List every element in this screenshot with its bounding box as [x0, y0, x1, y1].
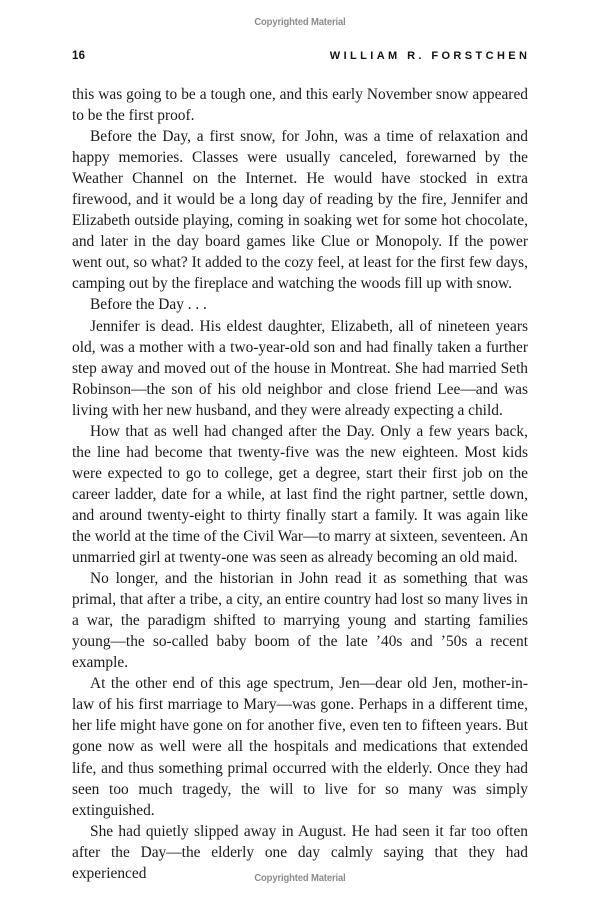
author-running-head: WILLIAM R. FORSTCHEN	[329, 50, 531, 62]
paragraph-how-that-changed: How that as well had changed after the Day. Only a few years back, the line had become that twenty-five was the new eighteen. Most kids were expected to go to college, get a degree, start their first job on the career ladder, date for a while, at last find the right partner, settle down, and around twenty-eight to thirty finally start a family. It was again like the world at the time of the Civil War—to marry at sixteen, seventeen. An unmarried girl at twenty-one was seen as already becoming an old maid.	[72, 422, 528, 567]
page-number: 16	[72, 50, 86, 62]
copyright-watermark-top: Copyrighted Material	[254, 16, 346, 28]
body-text-column	[72, 84, 528, 884]
paragraph-jennifer-is-dead: Jennifer is dead. His eldest daughter, Elizabeth, all of nineteen years old, was a mother with a two-year-old son and had finally taken a further step away and moved out of the house in Montreat. She had married Seth Robinson—the son of his old neighbor and close friend Lee—and was living with her new husband, and they were already expecting a child.	[72, 317, 528, 419]
paragraph-before-the-day-ellipsis: Before the Day . . .	[90, 296, 207, 314]
paragraph-before-the-day-snow: Before the Day, a first snow, for John, was a time of relaxation and happy memories. Classes were usually canceled, forewarned by the Weather Channel on the Internet. He would have stocked in extra firewood, and it would be a long day of reading by the fire, Jennifer and Elizabeth outside playing, coming in soaking wet for some hot chocolate, and later in the day board games like Clue or Monopoly. If the power went out, so what? It added to the cozy feel, at least for the first few days, camping out by the fireplace and watching the woods fill up with snow.	[72, 128, 528, 293]
running-head	[72, 50, 531, 66]
paragraph-slipped-away-august: She had quietly slipped away in August. He had seen it far too often after the Day—the elderly one day calmly saying that they had experienced	[72, 822, 528, 882]
paragraph-no-longer: No longer, and the historian in John read it as something that was primal, that after a tribe, a city, an entire country had lost so many lives in a war, the paradigm shifted to marrying young and starting families young—the so-called baby boom of the late ’40s and ’50s a recent example.	[72, 570, 528, 672]
paragraph-continuation: this was going to be a tough one, and this early November snow appeared to be the first proof.	[72, 86, 528, 125]
paragraph-other-end-spectrum: At the other end of this age spectrum, Jen—dear old Jen, mother-in-law of his first marriage to Mary—was gone. Perhaps in a different time, her life might have gone on for another five, even ten to fifteen years. But gone now as well were all the hospitals and medications that extended life, and thus something primal occurred with the elderly. Once they had seen too much tragedy, the will to live for so many was simply extinguished.	[72, 675, 528, 819]
copyright-watermark-bottom: Copyrighted Material	[254, 872, 346, 884]
